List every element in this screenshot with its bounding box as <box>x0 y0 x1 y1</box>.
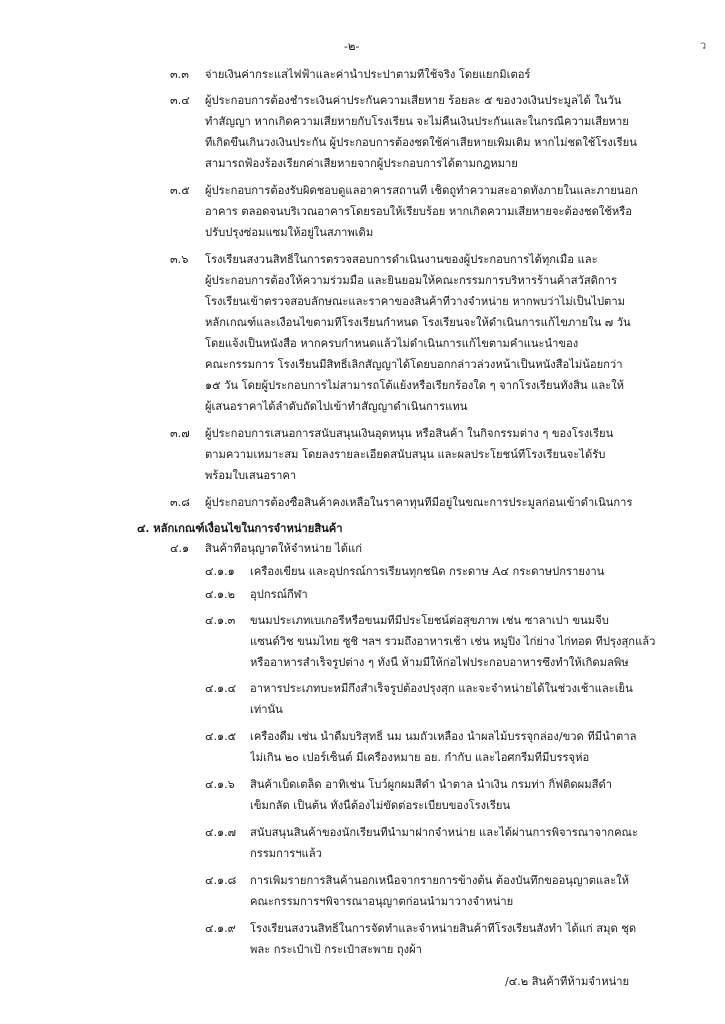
item-line: จ่ายเงินค่ากระแสไฟฟ้าและค่าน้ำประปาตามที่ใช้จริง โดยแยกมิเตอร์ <box>205 68 531 81</box>
item-number: ๓.๔ <box>170 94 190 107</box>
item-line: ผู้เสนอราคาได้ลำดับถัดไปเข้าทำสัญญาดำเนินการแทน <box>205 400 468 413</box>
item-line: โรงเรียนสงวนสิทธิ์ในการตรวจสอบการดำเนินงานของผู้ประกอบการได้ทุกเมื่อ และ <box>205 253 598 266</box>
subitem-number: ๔.๑.๓ <box>205 614 236 627</box>
subitem-line: กรรมการฯแล้ว <box>250 847 322 860</box>
subitem-line: เข็มกลัด เป็นต้น ทั้งนี้ต้องไม่ขัดต่อระเบียบของโรงเรียน <box>250 799 511 812</box>
subitem-number: ๔.๑.๗ <box>205 826 237 839</box>
subitem-line: อาหารประเภทบะหมี่กึ่งสำเร็จรูปต้องปรุงสุก และจะจำหน่ายได้ในช่วงเช้าและเย็น <box>250 682 633 695</box>
subitem-number: ๔.๑.๔ <box>205 682 237 695</box>
corner-mark: ว <box>700 39 707 52</box>
subitem-line: เครื่องดื่ม เช่น น้ำดื่มบริสุทธิ์ นม นมถั่วเหลือง น้ำผลไม้บรรจุกล่อง/ขวด ที่มีน้ำตาล <box>250 730 637 743</box>
page-number: -๒- <box>344 39 360 53</box>
subitem-number: ๔.๑.๒ <box>205 588 236 601</box>
item-number: ๓.๗ <box>170 427 190 440</box>
subitem-line: ขนมประเภทเบเกอรี่หรือขนมที่มีประโยชน์ต่อสุขภาพ เช่น ซาลาเปา ขนมจีบ <box>250 614 609 627</box>
subitem-line: พละ กระเป๋าเป้ กระเป๋าสะพาย ถุงผ้า <box>250 943 422 956</box>
subitem-number: ๔.๑.๙ <box>205 922 236 935</box>
item-line: ทำสัญญา หากเกิดความเสียหายกับโรงเรียน จะไม่คืนเงินประกันและในกรณีความเสียหาย <box>205 115 629 128</box>
section-heading: ๔. หลักเกณฑ์เงื่อนไขในการจำหน่ายสินค้า <box>137 521 343 535</box>
subitem-line: เท่านั้น <box>250 703 283 716</box>
item-line: โรงเรียนเข้าตรวจสอบลักษณะและราคาของสินค้าที่วางจำหน่าย หากพบว่าไม่เป็นไปตาม <box>205 295 625 308</box>
item-number: ๓.๖ <box>170 253 189 266</box>
item-line: ที่เกิดขึ้นเกินวงเงินประกัน ผู้ประกอบการต้องชดใช้ค่าเสียหายเพิ่มเติม หากไม่ชดใช้โรงเรียน <box>205 136 637 149</box>
subitem-line: เครื่องเขียน และอุปกรณ์การเรียนทุกชนิด กระดาษ A๔ กระดาษปกรายงาน <box>250 565 605 578</box>
subitem-line: สินค้าเบ็ดเตล็ด อาทิเช่น โบว์ผูกผมสีดำ น้ำตาล น้ำเงิน กรมท่า กิ๊ฟติดผมสีดำ <box>250 778 612 791</box>
item-line: หลักเกณฑ์และเงื่อนไขตามที่โรงเรียนกำหนด โรงเรียนจะให้ดำเนินการแก้ไขภายใน ๗ วัน <box>205 316 631 329</box>
item-line: ผู้ประกอบการต้องให้ความร่วมมือ และยินยอมให้คณะกรรมการบริหารร้านค้าสวัสดิการ <box>205 274 617 287</box>
subitem-line: โรงเรียนสงวนสิทธิ์ในการจัดทำและจำหน่ายสินค้าที่โรงเรียนสั่งทำ ได้แก่ สมุด ชุด <box>250 922 637 935</box>
subitem-number: ๔.๑.๘ <box>205 874 237 887</box>
subitem-number: ๔.๑.๖ <box>205 778 235 791</box>
subsection-title: สินค้าที่อนุญาตให้จำหน่าย ได้แก่ <box>205 542 363 555</box>
item-line: ๑๕ วัน โดยผู้ประกอบการไม่สามารถโต้แย้งหรือเรียกร้องใด ๆ จากโรงเรียนทั้งสิ้น และให้ <box>205 379 625 392</box>
continuation-note: /๔.๒ สินค้าที่ห้ามจำหน่าย <box>505 975 630 988</box>
subitem-line: อุปกรณ์กีฬา <box>250 588 308 601</box>
item-number: ๓.๓ <box>170 68 189 81</box>
subitem-number: ๔.๑.๕ <box>205 730 237 743</box>
subitem-line: แซนด์วิช ขนมไทย ซูชิ ฯลฯ รวมถึงอาหารเช้า เช่น หมูปิ้ง ไก่ย่าง ไก่ทอด ที่ปรุงสุกแล้ว <box>250 635 655 648</box>
item-line: คณะกรรมการ โรงเรียนมีสิทธิ์เลิกสัญญาได้โดยบอกกล่าวล่วงหน้าเป็นหนังสือไม่น้อยกว่า <box>205 358 623 371</box>
item-number: ๓.๕ <box>170 184 190 197</box>
subsection-number: ๔.๑ <box>170 542 190 555</box>
item-line: ตามความเหมาะสม โดยลงรายละเอียดสนับสนุน และผลประโยชน์ที่โรงเรียนจะได้รับ <box>205 448 606 461</box>
subitem-line: การเพิ่มรายการสินค้านอกเหนือจากรายการข้างต้น ต้องบันทึกขออนุญาตและให้ <box>250 874 629 887</box>
item-line: พร้อมใบเสนอราคา <box>205 469 297 482</box>
item-line: ผู้ประกอบการเสนอการสนับสนุนเงินอุดหนุน หรือสินค้า ในกิจกรรมต่าง ๆ ของโรงเรียน <box>205 427 614 440</box>
item-line: ผู้ประกอบการต้องรับผิดชอบดูแลอาคารสถานที่ เช็ดถูทำความสะอาดทั้งภายในและภายนอก <box>205 184 638 197</box>
item-line: อาคาร ตลอดจนบริเวณอาคารโดยรอบให้เรียบร้อย หากเกิดความเสียหายจะต้องชดใช้หรือ <box>205 205 632 218</box>
subitem-line: คณะกรรมการฯพิจารณาอนุญาตก่อนนำมาวางจำหน่าย <box>250 895 514 908</box>
subitem-line: ไม่เกิน ๒๐ เปอร์เซ็นต์ มีเครื่องหมาย อย. กำกับ และไอศกรีมที่มีบรรจุห่อ <box>250 751 590 764</box>
item-line: สามารถฟ้องร้องเรียกค่าเสียหายจากผู้ประกอบการได้ตามกฎหมาย <box>205 157 518 170</box>
item-line: ผู้ประกอบการต้องชำระเงินค่าประกันความเสียหาย ร้อยละ ๕ ของวงเงินประมูลได้ ในวัน <box>205 94 622 107</box>
subitem-line: สนับสนุนสินค้าของนักเรียนที่นำมาฝากจำหน่าย และได้ผ่านการพิจารณาจากคณะ <box>250 826 638 839</box>
item-line: ผู้ประกอบการต้องซื้อสินค้าคงเหลือในราคาทุนที่มีอยู่ในขณะการประมูลก่อนเข้าดำเนินการ <box>205 496 633 509</box>
item-number: ๓.๘ <box>170 496 190 509</box>
item-line: ปรับปรุงซ่อมแซมให้อยู่ในสภาพเดิม <box>205 226 374 239</box>
subitem-number: ๔.๑.๑ <box>205 565 235 578</box>
item-line: โดยแจ้งเป็นหนังสือ หากครบกำหนดแล้วไม่ดำเนินการแก้ไขตามคำแนะนำของ <box>205 337 579 350</box>
subitem-line: หรืออาหารสำเร็จรูปต่าง ๆ ทั้งนี้ ห้ามมีให้ก่อไฟประกอบอาหารซึ่งทำให้เกิดมลพิษ <box>250 656 629 669</box>
